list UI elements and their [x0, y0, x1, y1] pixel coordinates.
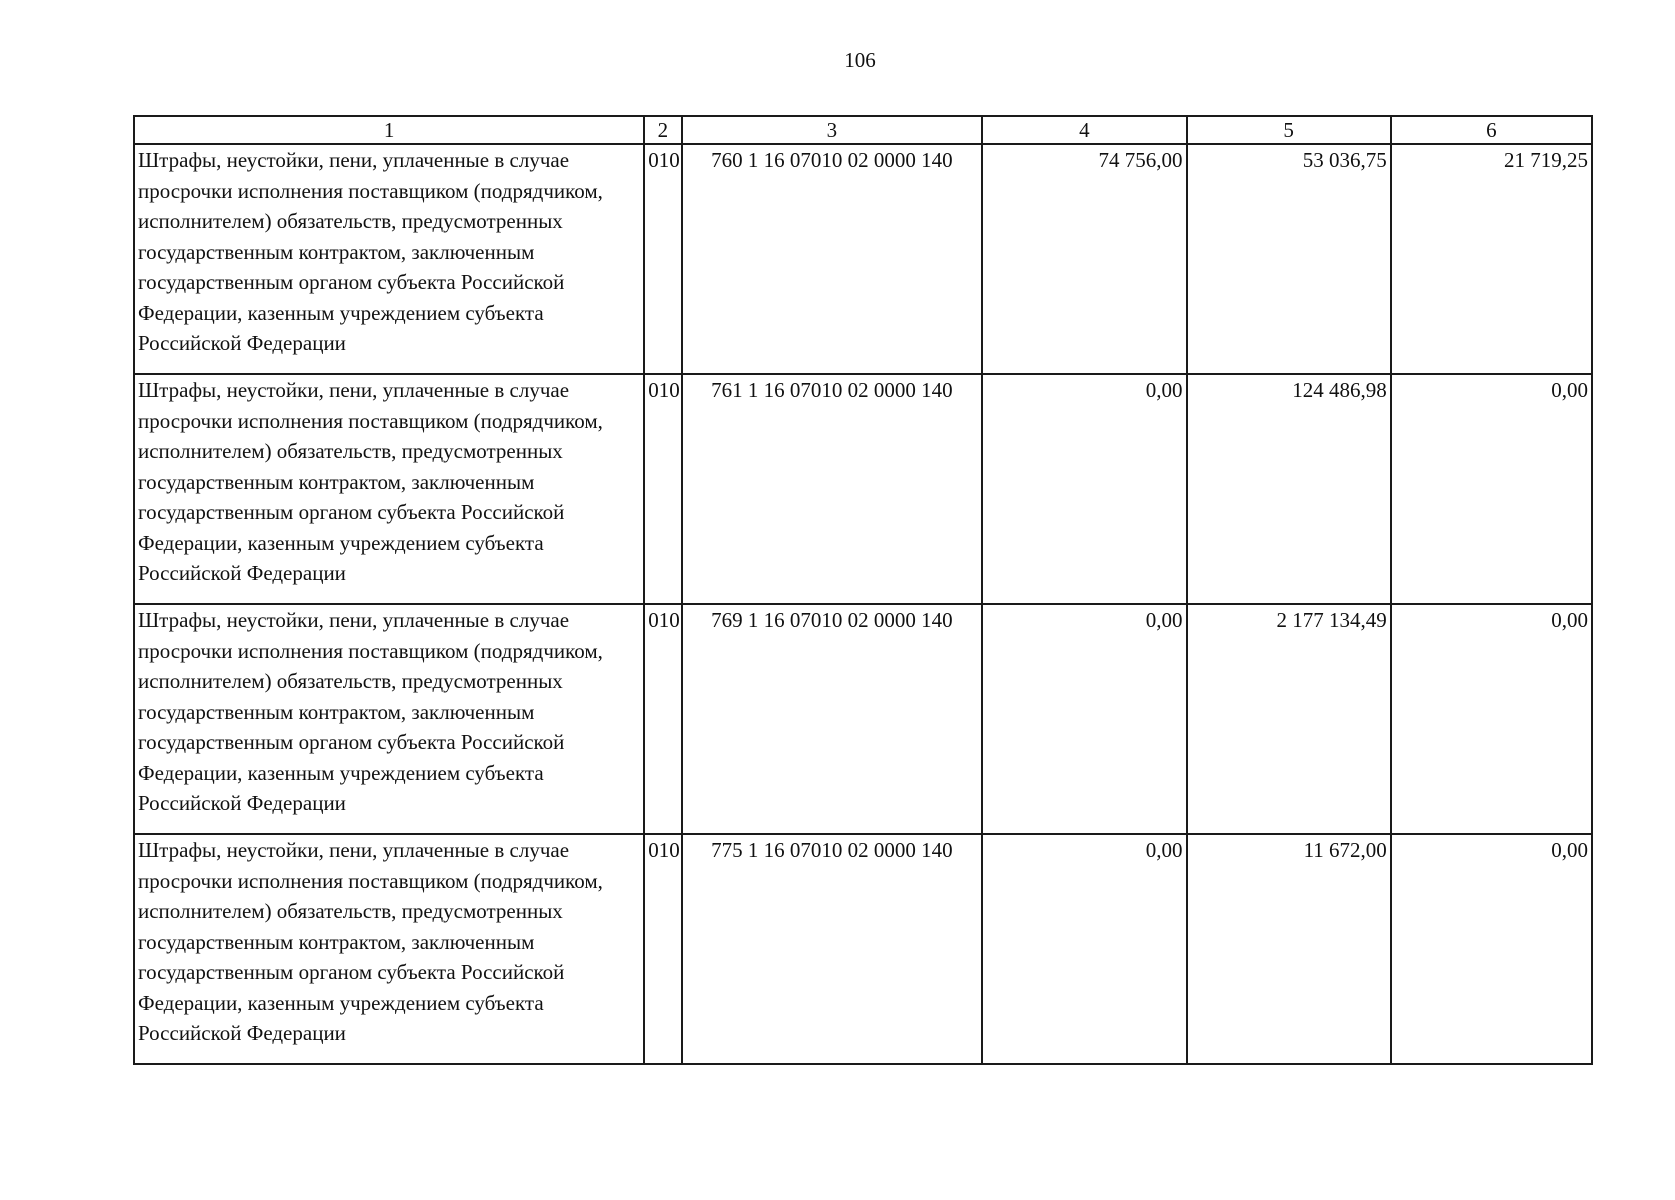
row-name: Штрафы, неустойки, пени, уплаченные в случае просрочки исполнения поставщиком (подрядчиком, исполнителем) обязательств, предусмотренных государственным контрактом, заключенным государственным органом субъекта Российской Федерации, казенным учреждением субъекта Российской Федерации — [134, 604, 644, 834]
row-col4: 0,00 — [982, 374, 1186, 604]
row-name: Штрафы, неустойки, пени, уплаченные в случае просрочки исполнения поставщиком (подрядчиком, исполнителем) обязательств, предусмотренных государственным контрактом, заключенным государственным органом субъекта Российской Федерации, казенным учреждением субъекта Российской Федерации — [134, 144, 644, 374]
table-row — [134, 144, 1592, 374]
row-col4: 0,00 — [982, 834, 1186, 1064]
row-name: Штрафы, неустойки, пени, уплаченные в случае просрочки исполнения поставщиком (подрядчиком, исполнителем) обязательств, предусмотренных государственным контрактом, заключенным государственным органом субъекта Российской Федерации, казенным учреждением субъекта Российской Федерации — [134, 374, 644, 604]
row-col5: 11 672,00 — [1187, 834, 1391, 1064]
table-body — [134, 144, 1592, 1064]
row-col4: 0,00 — [982, 604, 1186, 834]
row-kbk: 760 1 16 07010 02 0000 140 — [682, 144, 983, 374]
table-row — [134, 604, 1592, 834]
row-line-code: 010 — [644, 144, 681, 374]
header-col-2: 2 — [644, 116, 681, 144]
header-col-5: 5 — [1187, 116, 1391, 144]
table-header — [134, 116, 1592, 144]
header-col-4: 4 — [982, 116, 1186, 144]
row-line-code: 010 — [644, 374, 681, 604]
header-col-1: 1 — [134, 116, 644, 144]
row-col4: 74 756,00 — [982, 144, 1186, 374]
header-row — [134, 116, 1592, 144]
row-kbk: 775 1 16 07010 02 0000 140 — [682, 834, 983, 1064]
row-kbk: 761 1 16 07010 02 0000 140 — [682, 374, 983, 604]
page-number: 106 — [844, 48, 876, 72]
revenue-table — [133, 115, 1593, 1065]
row-col6: 0,00 — [1391, 834, 1592, 1064]
table-row — [134, 374, 1592, 604]
row-col5: 124 486,98 — [1187, 374, 1391, 604]
row-col6: 21 719,25 — [1391, 144, 1592, 374]
row-name: Штрафы, неустойки, пени, уплаченные в случае просрочки исполнения поставщиком (подрядчиком, исполнителем) обязательств, предусмотренных государственным контрактом, заключенным государственным органом субъекта Российской Федерации, казенным учреждением субъекта Российской Федерации — [134, 834, 644, 1064]
header-col-6: 6 — [1391, 116, 1592, 144]
row-col6: 0,00 — [1391, 604, 1592, 834]
row-col5: 53 036,75 — [1187, 144, 1391, 374]
row-kbk: 769 1 16 07010 02 0000 140 — [682, 604, 983, 834]
header-col-3: 3 — [682, 116, 983, 144]
table-row — [134, 834, 1592, 1064]
row-col5: 2 177 134,49 — [1187, 604, 1391, 834]
row-col6: 0,00 — [1391, 374, 1592, 604]
row-line-code: 010 — [644, 604, 681, 834]
row-line-code: 010 — [644, 834, 681, 1064]
